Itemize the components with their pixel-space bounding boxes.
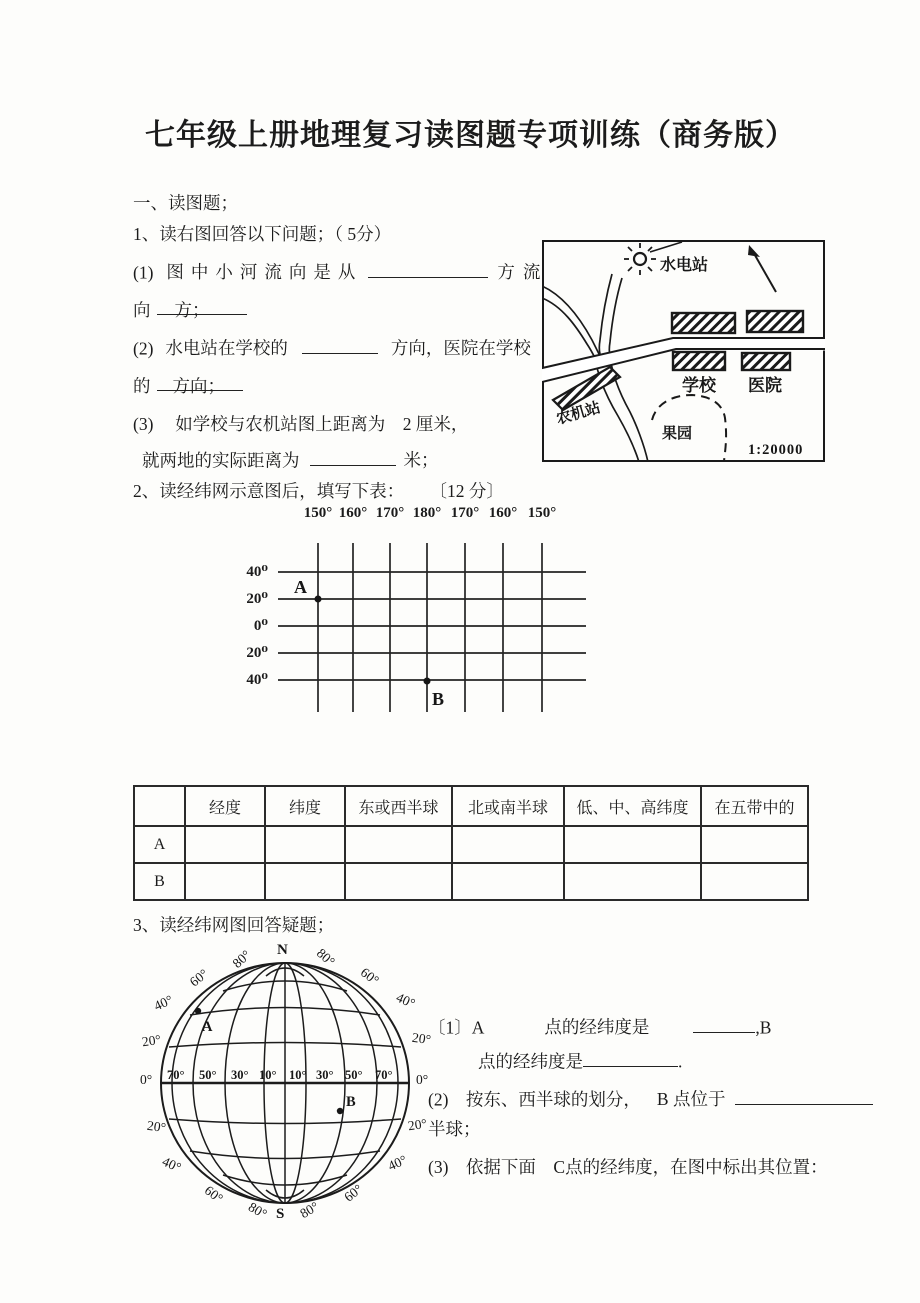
svg-text:40°: 40° [151,992,175,1014]
svg-text:80°: 80° [297,1198,322,1222]
q3-line1-mid: 点的经纬度是 [544,1017,650,1038]
globe-point-b-label: B [346,1094,356,1110]
globe-figure [140,938,440,1230]
globe-south-label: S [276,1206,285,1222]
row-a-cell-2 [265,826,345,863]
svg-text:30°: 30° [231,1068,249,1082]
globe-point-a-label: A [202,1019,213,1035]
q1-line4-pre: 的 [133,376,151,396]
q1-blank-3 [302,335,378,354]
row-b-cell-1 [185,863,265,900]
q1-blank-1 [368,259,488,278]
grid-lon-label-2: 170° [375,505,405,521]
q2-score: 〔12 分〕 [438,481,504,501]
q3-line2 [478,1048,682,1073]
svg-text:50°: 50° [345,1068,363,1082]
row-b-cell-5 [564,863,701,900]
hydro-station-label: 水电站 [660,257,709,274]
grid-point-b-label: B [432,689,445,709]
q3-line1-pre: 〔1〕A [428,1017,485,1038]
q1-line1-post: 方流 [497,262,549,283]
svg-text:60°: 60° [357,964,382,988]
q1-blank-4: 方向； [157,373,243,391]
building-block-1 [672,313,735,333]
building-block-2 [747,311,803,332]
row-b-cell-4 [452,863,564,900]
q1-line3 [133,335,531,360]
q1-line6-pre: 就两地的实际距离为 [142,450,300,471]
orchard-label: 果园 [662,426,693,442]
q1-line4 [133,373,243,398]
grid-lat-label-4: 40⁰ [246,672,268,688]
globe-lon-labels [167,1068,393,1082]
q3-line3 [428,1086,873,1111]
q1-blank-5 [310,447,396,466]
q3-line1 [428,1014,771,1039]
grid-lat-label-3: 20⁰ [246,645,268,661]
grid-lon-label-3: 180° [412,505,442,521]
row-a-cell-5 [564,826,701,863]
svg-text:70°: 70° [375,1068,393,1082]
svg-text:10°: 10° [259,1068,277,1082]
grid-point-a-dot [315,596,322,603]
q1-line1-text: 图中小河流向是从 [166,262,363,283]
grid-lon-label-0: 150° [303,505,333,521]
q1-heading: 1、读右图回答以下问题；（ 5分） [133,224,392,244]
school-label: 学校 [682,376,716,395]
q1-line1 [133,259,548,284]
svg-text:10°: 10° [289,1068,307,1082]
svg-text:80°: 80° [229,947,254,971]
q3-line1-post: ,B [755,1017,772,1038]
svg-text:20°: 20° [411,1029,432,1048]
q1-line3-text: 水电站在学校的 [165,338,288,359]
grid-point-b-dot [424,678,431,685]
map-figure [542,240,825,462]
hospital-building [742,353,790,370]
svg-text:40°: 40° [160,1153,184,1176]
latlon-grid-figure [270,535,650,720]
svg-text:40°: 40° [394,989,418,1012]
q1-line3-number: (2) [133,338,154,359]
grid-lon-label-5: 160° [488,505,518,521]
hospital-label: 医院 [748,376,782,395]
svg-text:60°: 60° [201,1182,226,1206]
row-b-cell-2 [265,863,345,900]
header-lat-zone: 低、中、高纬度 [564,786,701,826]
table-row [134,826,808,863]
grid-lines [278,543,586,712]
grid-lat-label-1: 20⁰ [246,591,268,607]
header-longitude: 经度 [185,786,265,826]
svg-text:40°: 40° [385,1152,409,1174]
row-b-cell-3 [345,863,452,900]
answer-table [133,785,809,901]
q1-line6-post: 米； [403,450,439,471]
q1-blank-2: 方； [157,297,247,315]
farm-station-label: 农机站 [554,400,603,428]
svg-text:30°: 30° [316,1068,334,1082]
svg-text:80°: 80° [313,945,338,970]
table-row [134,863,808,900]
row-a-label: A [134,826,185,863]
header-east-west: 东或西半球 [345,786,452,826]
q3-line2-post: . [678,1051,683,1072]
section-1-heading: 一、读图题； [133,193,238,213]
globe-north-label: N [277,942,288,958]
page-title: 七年级上册地理复习读图题专项训练（商务版） [145,119,796,152]
row-b-label: B [134,863,185,900]
q3-line2-pre: 点的经纬度是 [478,1051,583,1072]
q1-line5: (3) 如学校与农机站图上距离为 2 厘米， [133,414,469,434]
row-a-cell-6 [701,826,808,863]
q3-blank-3 [735,1086,873,1105]
header-north-south: 北或南半球 [452,786,564,826]
q3-blank-2 [583,1048,678,1067]
header-latitude: 纬度 [265,786,345,826]
globe-point-a-dot [195,1008,201,1014]
q3-line4: 半球； [428,1119,481,1139]
q3-line3-mid: B 点位于 [656,1089,726,1110]
q3-line3-pre: (2) 按东、西半球的划分， [428,1089,641,1110]
row-a-cell-1 [185,826,265,863]
svg-text:80°: 80° [245,1199,270,1222]
q1-line1-number: (1) [133,262,154,283]
svg-text:20°: 20° [140,1031,162,1050]
globe-point-b-dot [337,1108,343,1114]
q2-heading: 2、读经纬网示意图后，填写下表： [133,481,405,501]
map-scale: 1:20000 [748,442,804,458]
svg-text:60°: 60° [341,1181,366,1205]
svg-text:60°: 60° [186,965,211,990]
q2-heading-line [133,478,504,503]
svg-text:0°: 0° [416,1072,429,1087]
grid-lat-label-0: 40⁰ [246,564,268,580]
q1-line6 [142,447,439,472]
svg-text:0°: 0° [140,1072,153,1087]
school-building [673,352,725,370]
row-b-cell-6 [701,863,808,900]
svg-text:20°: 20° [146,1117,167,1136]
grid-point-a-label: A [294,577,307,597]
header-five-zones: 在五带中的 [701,786,808,826]
q3-line5: (3) 依据下面 C点的经纬度，在图中标出其位置： [428,1157,828,1177]
svg-text:70°: 70° [167,1068,185,1082]
grid-lon-label-1: 160° [338,505,368,521]
globe-graticule [161,963,409,1203]
q3-blank-1 [693,1014,755,1033]
q3-heading: 3、读经纬网图回答疑题； [133,915,335,935]
grid-lat-label-2: 0⁰ [253,618,268,634]
table-header-row [134,786,808,826]
grid-lon-label-6: 150° [527,505,557,521]
svg-text:50°: 50° [199,1068,217,1082]
svg-text:20°: 20° [406,1115,428,1134]
q1-line3-post: 方向，医院在学校 [390,338,531,359]
grid-lon-label-4: 170° [450,505,480,521]
header-blank [134,786,185,826]
row-a-cell-4 [452,826,564,863]
q1-line2 [133,297,247,322]
row-a-cell-3 [345,826,452,863]
north-arrow-icon [748,245,776,292]
q1-line2-pre: 向 [133,300,151,320]
